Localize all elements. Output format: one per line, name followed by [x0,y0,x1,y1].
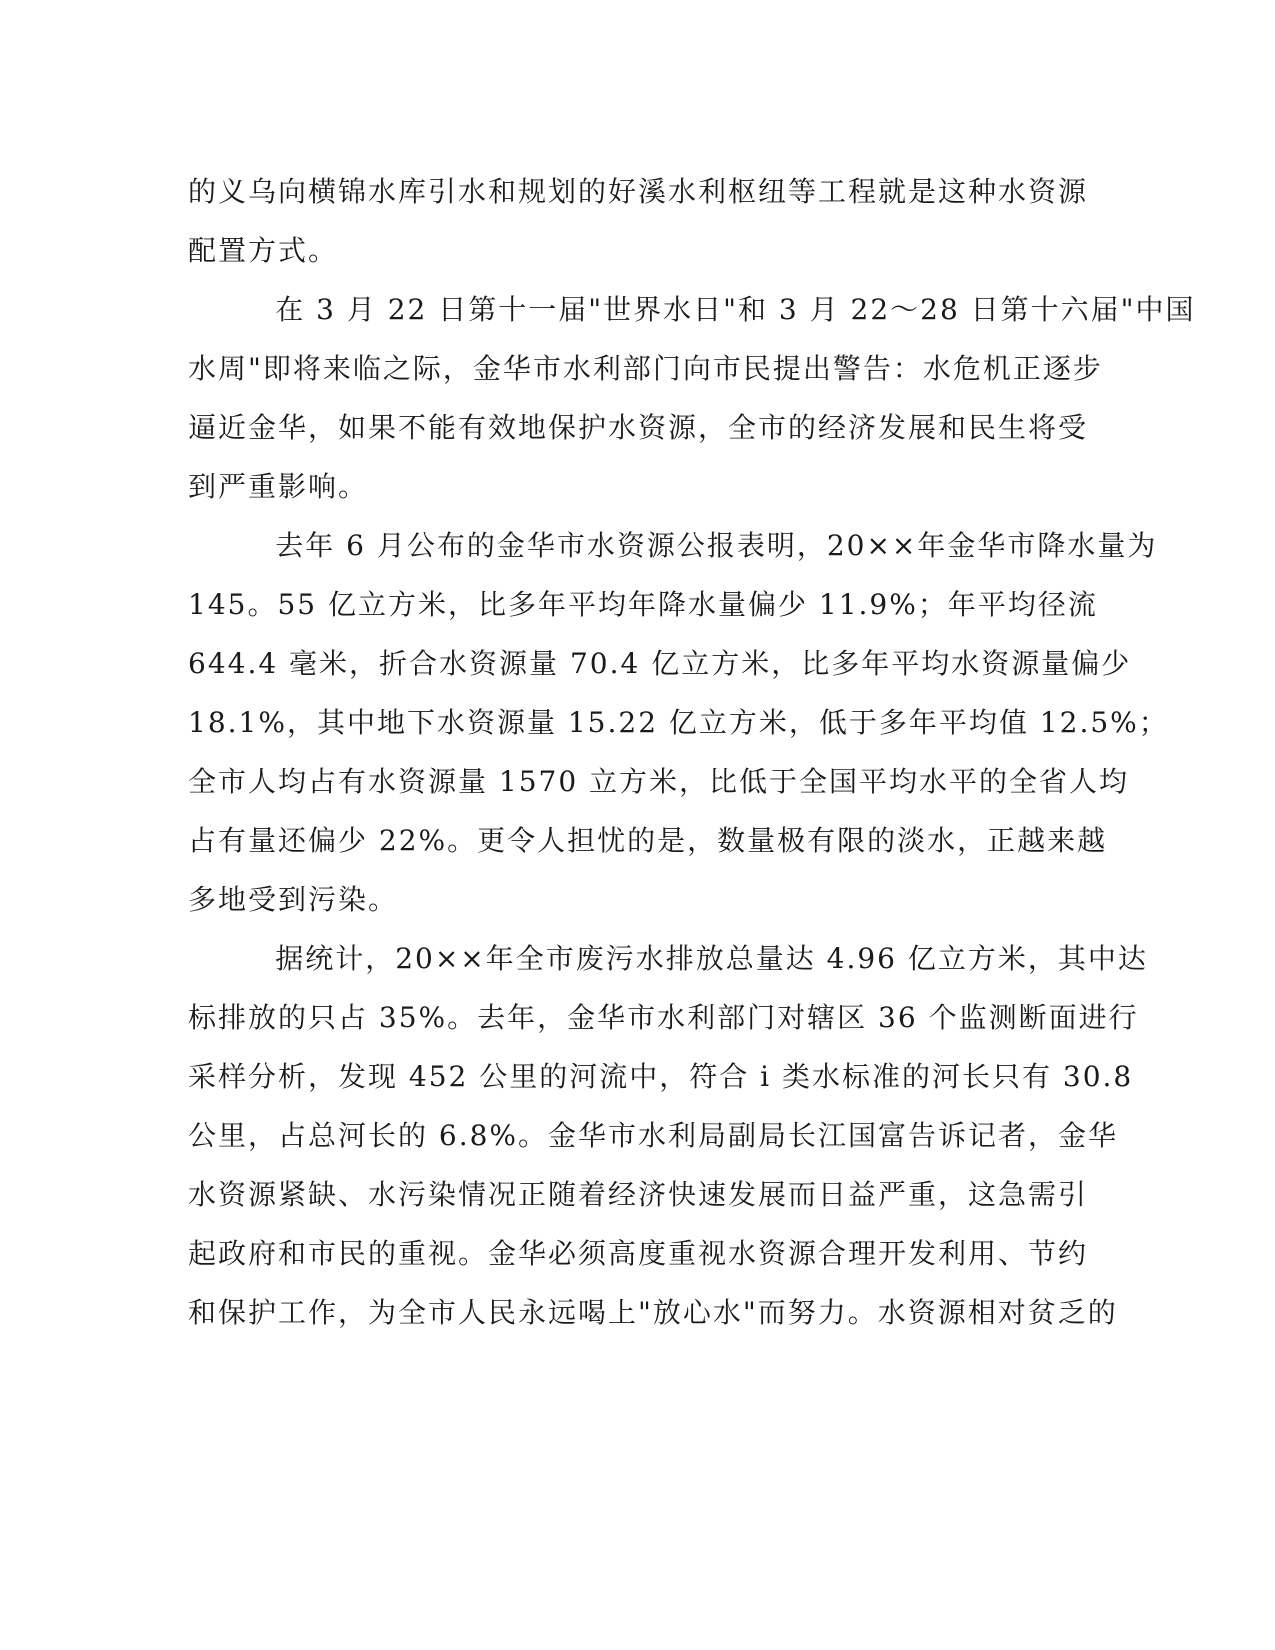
text-line: 全市人均占有水资源量 1570 立方米，比低于全国平均水平的全省人均 [188,765,1130,798]
text-line: 标排放的只占 35%。去年，金华市水利部门对辖区 36 个监测断面进行 [188,1001,1139,1034]
text-line: 逼近金华，如果不能有效地保护水资源，全市的经济发展和民生将受 [188,411,1089,444]
text-line: 到严重影响。 [188,470,369,503]
text-line: 和保护工作，为全市人民永远喝上"放心水"而努力。水资源相对贫乏的 [188,1296,1118,1329]
text-line: 18.1%，其中地下水资源量 15.22 亿立方米，低于多年平均值 12.5%； [188,706,1169,739]
text-line: 644.4 毫米，折合水资源量 70.4 亿立方米，比多年平均水资源量偏少 [188,647,1132,680]
text-line: 的义乌向横锦水库引水和规划的好溪水利枢纽等工程就是这种水资源 [188,175,1089,208]
text-line: 公里，占总河长的 6.8%。金华市水利局副局长江国富告诉记者，金华 [188,1119,1119,1152]
text-line: 起政府和市民的重视。金华必须高度重视水资源合理开发利用、节约 [188,1237,1089,1270]
text-line: 采样分析，发现 452 公里的河流中，符合 i 类水标准的河长只有 30.8 [188,1060,1134,1093]
text-line: 多地受到污染。 [188,883,399,916]
paragraph-start-line: 在 3 月 22 日第十一届"世界水日"和 3 月 22～28 日第十六届"中国 [188,293,1196,326]
text-line: 水资源紧缺、水污染情况正随着经济快速发展而日益严重，这急需引 [188,1178,1089,1211]
text-line: 水周"即将来临之际，金华市水利部门向市民提出警告：水危机正逐步 [188,352,1103,385]
text-line: 配置方式。 [188,234,339,267]
paragraph-start-line: 据统计，20××年全市废污水排放总量达 4.96 亿立方米，其中达 [188,942,1148,975]
paragraph-start-line: 去年 6 月公布的金华市水资源公报表明，20××年金华市降水量为 [188,529,1158,562]
text-line: 占有量还偏少 22%。更令人担忧的是，数量极有限的淡水，正越来越 [188,824,1108,857]
text-line: 145。55 亿立方米，比多年平均年降水量偏少 11.9%；年平均径流 [188,588,1098,621]
document-body [188,162,1196,1342]
